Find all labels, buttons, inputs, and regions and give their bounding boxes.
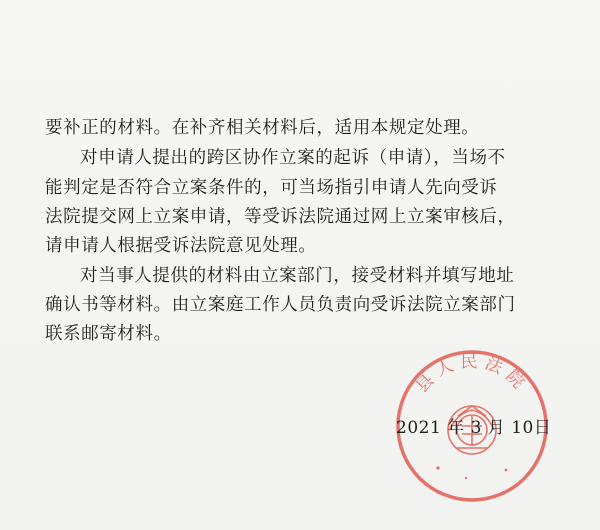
body-text-line: 确认书等材料。由立案庭工作人员负责向受诉法院立案部门 [45, 295, 516, 315]
body-text-line: 对申请人提出的跨区协作立案的起诉（申请），当场不 [80, 148, 506, 168]
body-text-line: 联系邮寄材料。 [45, 324, 172, 344]
body-text-line: 法院提交网上立案申请，等受诉法院通过网上立案审核后， [45, 207, 516, 227]
body-text-line: 要补正的材料。在补齐相关材料后，适用本规定处理。 [45, 118, 480, 138]
body-text-line: 能判定是否符合立案条件的，可当场指引申请人先向受诉 [45, 178, 498, 198]
document-date: 2021 年 3 月 10日 [396, 418, 552, 438]
body-text-line: 对当事人提供的材料由立案部门，接受材料并填写地址 [80, 266, 515, 286]
body-text-line: 请申请人根据受诉法院意见处理。 [45, 236, 317, 256]
svg-text:县人民法院: 县人民法院 [412, 352, 532, 397]
